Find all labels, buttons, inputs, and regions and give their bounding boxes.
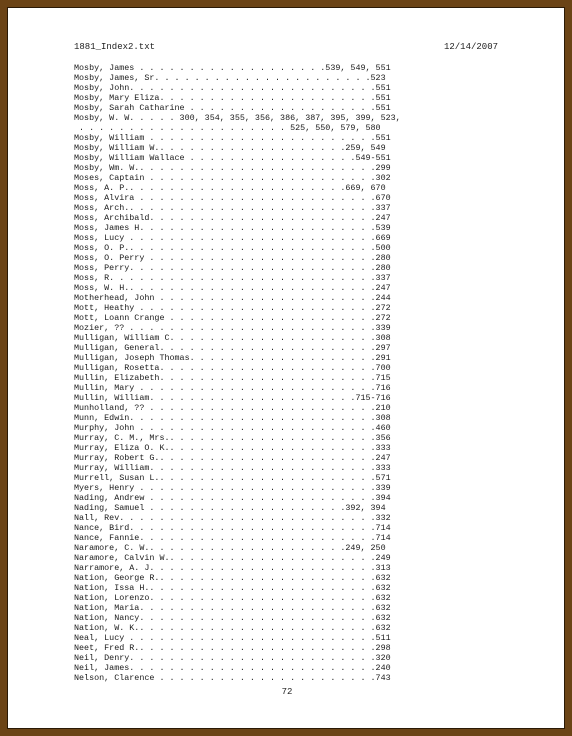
index-entry: Mott, Heathy . . . . . . . . . . . . . . . . . . . . . . . .272: [74, 303, 391, 313]
index-entry: Neil, Denry. . . . . . . . . . . . . . . . . . . . . . . . .320: [74, 653, 391, 663]
index-entry: Nation, Lorenzo. . . . . . . . . . . . . . . . . . . . . . .632: [74, 593, 391, 603]
index-entry: Mosby, Mary Eliza. . . . . . . . . . . . . . . . . . . . . .551: [74, 93, 391, 103]
index-entry: Moss, W. H.. . . . . . . . . . . . . . . . . . . . . . . . .247: [74, 283, 391, 293]
index-entry: Mosby, William Wallace . . . . . . . . . . . . . . . . .549-551: [74, 153, 391, 163]
index-entry: Moss, Arch.. . . . . . . . . . . . . . . . . . . . . . . . .337: [74, 203, 391, 213]
index-entry: Mullin, Elizabeth. . . . . . . . . . . . . . . . . . . . . .715: [74, 373, 391, 383]
page-number: 72: [281, 687, 293, 697]
index-entry: Munholland, ?? . . . . . . . . . . . . . . . . . . . . . . .210: [74, 403, 391, 413]
index-entry: Moss, Alvira . . . . . . . . . . . . . . . . . . . . . . . .670: [74, 193, 391, 203]
index-entry: Mulligan, Rosetta. . . . . . . . . . . . . . . . . . . . . .700: [74, 363, 391, 373]
index-entry: Moss, Lucy . . . . . . . . . . . . . . . . . . . . . . . . .669: [74, 233, 391, 243]
index-entry: Mozier, ?? . . . . . . . . . . . . . . . . . . . . . . . . .339: [74, 323, 391, 333]
index-entry: Moss, O. P.. . . . . . . . . . . . . . . . . . . . . . . . .500: [74, 243, 391, 253]
index-entry: Nelson, Clarence . . . . . . . . . . . . . . . . . . . . . .743: [74, 673, 391, 683]
index-entry: Naramore, Calvin W.. . . . . . . . . . . . . . . . . . . . .249: [74, 553, 391, 563]
index-entry: Murrell, Susan L.. . . . . . . . . . . . . . . . . . . . . .571: [74, 473, 391, 483]
index-entry: Murphy, John . . . . . . . . . . . . . . . . . . . . . . . .460: [74, 423, 391, 433]
index-entry: Murray, Eliza O. K.. . . . . . . . . . . . . . . . . . . . .333: [74, 443, 391, 453]
index-entry: Mosby, Wm. W.. . . . . . . . . . . . . . . . . . . . . . . .299: [74, 163, 391, 173]
index-entry: Mosby, James, Sr. . . . . . . . . . . . . . . . . . . . . .523: [74, 73, 386, 83]
index-entry: Nation, Maria. . . . . . . . . . . . . . . . . . . . . . . .632: [74, 603, 391, 613]
index-entry: Moss, Archibald. . . . . . . . . . . . . . . . . . . . . . .247: [74, 213, 391, 223]
index-entry: Motherhead, John . . . . . . . . . . . . . . . . . . . . . .244: [74, 293, 391, 303]
index-entry: Nading, Andrew . . . . . . . . . . . . . . . . . . . . . . .394: [74, 493, 391, 503]
index-entry: Moss, A. P.. . . . . . . . . . . . . . . . . . . . . .669, 670: [74, 183, 386, 193]
index-entry: Neil, James. . . . . . . . . . . . . . . . . . . . . . . . .240: [74, 663, 391, 673]
index-entry: Moses, Captain . . . . . . . . . . . . . . . . . . . . . . .302: [74, 173, 391, 183]
index-entries: [74, 63, 446, 683]
index-entry: Mosby, Sarah Catharine . . . . . . . . . . . . . . . . . . .551: [74, 103, 391, 113]
document-page: [7, 7, 565, 729]
index-entry: Murray, C. M., Mrs.. . . . . . . . . . . . . . . . . . . . .356: [74, 433, 391, 443]
file-name: 1881_Index2.txt: [74, 42, 156, 52]
index-entry: Myers, Henry . . . . . . . . . . . . . . . . . . . . . . . .339: [74, 483, 391, 493]
index-entry: Mulligan, William C. . . . . . . . . . . . . . . . . . . . .308: [74, 333, 391, 343]
index-entry: Nation, Nancy. . . . . . . . . . . . . . . . . . . . . . . .632: [74, 613, 391, 623]
index-entry: Nance, Fannie. . . . . . . . . . . . . . . . . . . . . . . .714: [74, 533, 391, 543]
print-date: 12/14/2007: [443, 42, 498, 52]
index-entry: Murray, Robert G.. . . . . . . . . . . . . . . . . . . . . .247: [74, 453, 391, 463]
index-entry: Nation, Issa H.. . . . . . . . . . . . . . . . . . . . . . .632: [74, 583, 391, 593]
index-entry: Mulligan, Joseph Thomas. . . . . . . . . . . . . . . . . . .291: [74, 353, 391, 363]
index-entry: Nall, Rev. . . . . . . . . . . . . . . . . . . . . . . . . .332: [74, 513, 391, 523]
index-entry: Mosby, William . . . . . . . . . . . . . . . . . . . . . . .551: [74, 133, 391, 143]
index-entry: . . . . . . . . . . . . . . . . . . . . . 525, 550, 579, 580: [74, 123, 381, 133]
index-entry: Mulligan, General. . . . . . . . . . . . . . . . . . . . . .297: [74, 343, 391, 353]
index-entry: Naramore, C. W.. . . . . . . . . . . . . . . . . . . .249, 250: [74, 543, 386, 553]
index-entry: Mosby, W. W. . . . . 300, 354, 355, 356, 386, 387, 395, 399, 523,: [74, 113, 401, 123]
index-entry: Moss, Perry. . . . . . . . . . . . . . . . . . . . . . . . .280: [74, 263, 391, 273]
index-entry: Neet, Fred R.. . . . . . . . . . . . . . . . . . . . . . . .298: [74, 643, 391, 653]
index-entry: Mosby, William W.. . . . . . . . . . . . . . . . . . .259, 549: [74, 143, 386, 153]
index-entry: Mosby, James . . . . . . . . . . . . . . . . . . .539, 549, 551: [74, 63, 391, 73]
index-entry: Nance, Bird. . . . . . . . . . . . . . . . . . . . . . . . .714: [74, 523, 391, 533]
index-entry: Mosby, John. . . . . . . . . . . . . . . . . . . . . . . . .551: [74, 83, 391, 93]
index-entry: Moss, R. . . . . . . . . . . . . . . . . . . . . . . . . . .337: [74, 273, 391, 283]
index-entry: Moss, O. Perry . . . . . . . . . . . . . . . . . . . . . . .280: [74, 253, 391, 263]
index-entry: Nation, W. K.. . . . . . . . . . . . . . . . . . . . . . . .632: [74, 623, 391, 633]
index-entry: Nation, George R.. . . . . . . . . . . . . . . . . . . . . .632: [74, 573, 391, 583]
index-entry: Munn, Edwin. . . . . . . . . . . . . . . . . . . . . . . . .308: [74, 413, 391, 423]
index-entry: Mullin, William. . . . . . . . . . . . . . . . . . . . .715-716: [74, 393, 391, 403]
index-entry: Murray, William. . . . . . . . . . . . . . . . . . . . . . .333: [74, 463, 391, 473]
index-entry: Moss, James H. . . . . . . . . . . . . . . . . . . . . . . .539: [74, 223, 391, 233]
index-entry: Mullin, Mary . . . . . . . . . . . . . . . . . . . . . . . .716: [74, 383, 391, 393]
index-entry: Nading, Samuel . . . . . . . . . . . . . . . . . . . .392, 394: [74, 503, 386, 513]
index-entry: Narramore, A. J. . . . . . . . . . . . . . . . . . . . . . .313: [74, 563, 391, 573]
index-entry: Neal, Lucy . . . . . . . . . . . . . . . . . . . . . . . . .511: [74, 633, 391, 643]
index-entry: Mott, Loann Crange . . . . . . . . . . . . . . . . . . . . .272: [74, 313, 391, 323]
